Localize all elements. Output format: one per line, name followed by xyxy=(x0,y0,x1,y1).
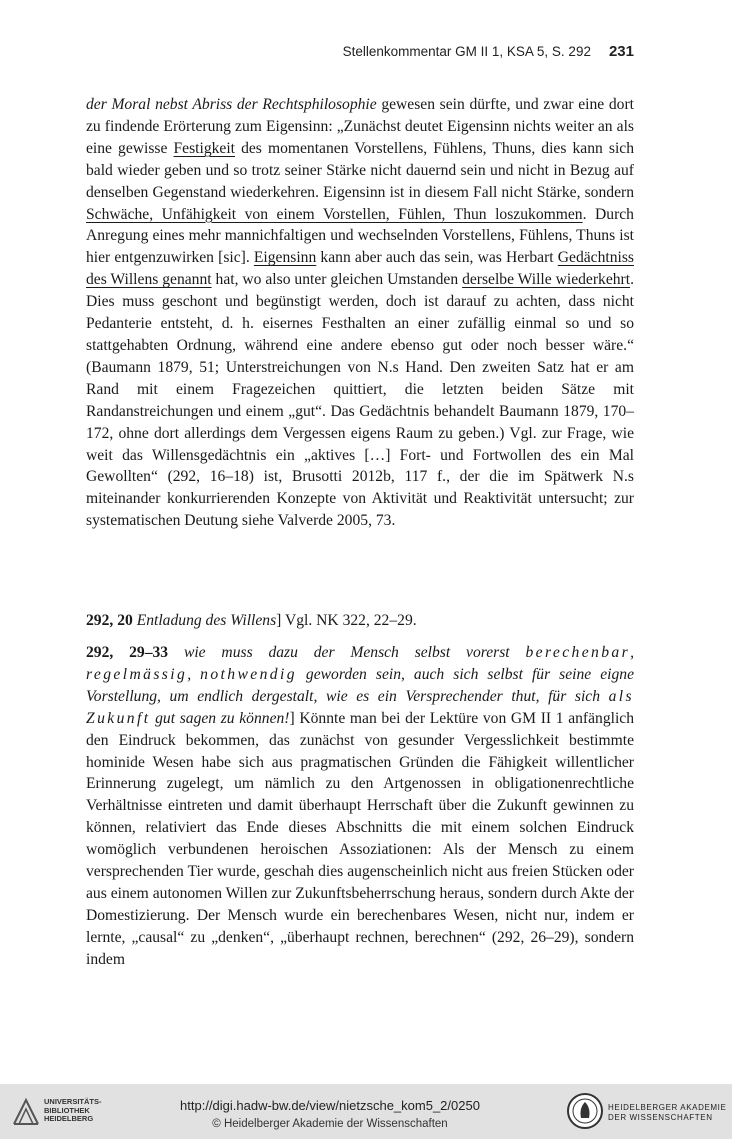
running-header xyxy=(86,43,634,60)
line-reference: 292, 29–33 xyxy=(86,644,169,661)
page-number: 231 xyxy=(608,43,634,60)
underlined-phrase: Gedächtniss des Willens genannt xyxy=(86,249,634,289)
entry-body xyxy=(86,610,634,632)
commentary-paragraph xyxy=(86,94,634,532)
commentary-entry xyxy=(86,642,634,971)
book-title: der Moral nebst Abriss der Rechtsphilosophie xyxy=(86,96,377,113)
text-run: . Dies muss geschont und begünstigt werden, doch ist darauf zu achten, dass nicht Pedanterie entsteht, d. h. eisernes Festhalten an einer zufällig einmal so und so stattgehabten Ordnung, während eine andere ebenso gut oder noch besser wäre.“ (Baumann 1879, 51; Unterstreichungen von N.s Hand. Den zweiten Satz hat er am Rand mit einem Fragezeichen quittiert, die letzten beiden Sätze mit Randanstreichungen und einem „gut“. Das Gedächtnis behandelt Baumann 1879, 170–172, ohne dort allerdings dem Vergessen eigens Raum zu geben.) Vgl. zur Frage, wie weit das Willensgedächtnis ein „aktives […] Fort- und Fortwollen des ein Mal Gewollten“ (292, 16–18) ist, Brusotti 2012b, 117 f., der die im Spätwerk N.s miteinander konkurrierenden Konzepte von Aktivität und Reaktivität untersucht; zur systematischen Deutung siehe Valverde 2005, 73. xyxy=(86,271,634,530)
entry-text: ] Vgl. NK 322, 22–29. xyxy=(276,612,417,629)
spaced-word: nothwendig xyxy=(200,665,297,683)
text-run: kann aber auch das sein, was Herbart xyxy=(316,249,558,267)
entry-text: ] Könnte man bei der Lektüre von GM II 1 anfänglich den Eindruck bekommen, das zunächst von gesunder Vergesslichkeit bestimmte hominide Wesen habe sich aus pragmatischen Gründen die Fähigkeit willentlicher Erinnerung zugelegt, um nämlich zu den Artgenossen in obligationenrechtliche Verhältnisse eintreten und damit überhaupt Herrschaft über die Zukunft gewinnen zu können, relativiert das Ende dieses Abschnitts die mit einem solchen Eindruck womöglich verbundenen heroischen Assoziationen: Als der Mensch zu einem versprechenden Tier wurde, geschah dies augenscheinlich nicht aus freien Stücken oder aus einem autonomen Willen zur Zukunftsbeherrschung heraus, sondern durch Akte der Domestizierung. Der Mensch wurde ein berechenbares Wesen, nicht nur, indem er lernte, „causal“ zu „denken“, „überhaupt rechnen, berechnen“ (292, 26–29), sondern indem xyxy=(86,709,634,968)
footer-bar xyxy=(0,1084,732,1139)
text-run: hat, wo also unter gleichen Umstanden xyxy=(211,271,463,289)
text-run: des momentanen Vorstellens, Fühlens, Thuns, dies kann sich bald wieder geben und so trotz seiner Stärke nicht dauernd sein und nicht in Bezug auf denselben Gegenstand wiederkehren. Eigensinn ist in diesem Fall nicht Stärke, sondern xyxy=(86,139,634,201)
lemma-run: , xyxy=(187,665,201,683)
underlined-phrase: Eigensinn xyxy=(253,249,317,267)
running-title: Stellenkommentar GM II 1, KSA 5, S. 292 xyxy=(342,44,591,59)
underlined-phrase: Festigkeit xyxy=(173,139,236,157)
lemma-run: gut sagen zu können! xyxy=(150,709,290,727)
paragraph-body xyxy=(86,94,634,532)
text-run: gewesen sein dürfte, und zwar eine dort zu findende Erörterung zum Eigensinn: „Zunächst deutet Eigensinn nichts weiter an als eine gewisse xyxy=(86,96,634,157)
line-reference: 292, 20 xyxy=(86,612,133,629)
library-crest-icon xyxy=(10,1096,42,1128)
permalink[interactable]: http://digi.hadw-bw.de/view/nietzsche_kom5_2/0250 xyxy=(180,1098,480,1113)
library-logo[interactable] xyxy=(10,1096,120,1128)
spaced-word: berechenbar xyxy=(525,644,631,661)
academy-logo[interactable] xyxy=(566,1092,732,1132)
text-run: . Durch Anregung eines mehr mannichfaltigen und wechselnden Vorstellens, Fühlens, Thuns ist hier entgenzuwirken [sic]. xyxy=(86,205,634,267)
academy-name: HEIDELBERGER AKADEMIE DER WISSENSCHAFTEN xyxy=(608,1103,727,1122)
copyright-notice: © Heidelberger Akademie der Wissenschaften xyxy=(212,1118,448,1130)
underlined-phrase: Schwäche, Unfähigkeit von einem Vorstellen, Fühlen, Thun loszukommen xyxy=(86,205,583,223)
spaced-word: als Zukunft xyxy=(86,687,634,727)
lemma-run: geworden sein, auch sich selbst für seine eigne Vorstellung, um endlich dergestalt, wie es ein Versprechender thut, für sich xyxy=(86,665,635,705)
lemma-run: , xyxy=(630,644,635,661)
entry-body xyxy=(86,642,634,971)
lemma: Entladung des Willens xyxy=(136,612,277,629)
academy-seal-icon xyxy=(566,1092,604,1130)
lemma-run: wie muss dazu der Mensch selbst vorerst xyxy=(183,644,526,661)
library-name: UNIVERSITÄTS- BIBLIOTHEK HEIDELBERG xyxy=(44,1097,102,1124)
underlined-phrase: derselbe Wille wiederkehrt xyxy=(462,271,631,289)
spaced-word: regelmässig xyxy=(86,665,188,683)
commentary-entry xyxy=(86,610,634,632)
